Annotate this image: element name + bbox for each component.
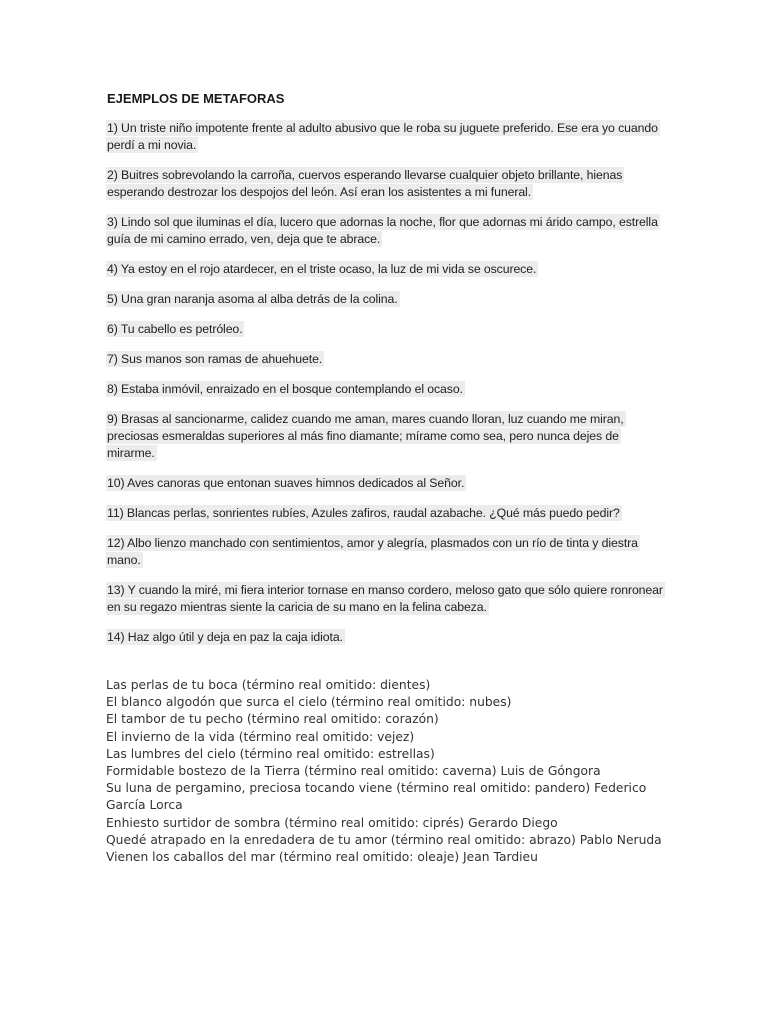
example-text: 6) Tu cabello es petróleo. (107, 322, 243, 336)
example-item (106, 629, 666, 646)
omitted-term-line: Quedé atrapado en la enredadera de tu amor (término real omitido: abrazo) Pablo Neruda (106, 832, 662, 847)
examples-list (106, 120, 666, 659)
example-text: 7) Sus manos son ramas de ahuehuete. (107, 352, 323, 366)
example-text: 11) Blancas perlas, sonrientes rubíes, Azules zafiros, raudal azabache. ¿Qué más puedo pedir? (107, 506, 620, 520)
example-item (106, 411, 666, 462)
example-item (106, 505, 666, 522)
example-item (106, 214, 666, 248)
omitted-term-line: El tambor de tu pecho (término real omitido: corazón) (106, 712, 439, 727)
example-text: 8) Estaba inmóvil, enraizado en el bosque contemplando el ocaso. (107, 382, 463, 396)
example-item (106, 167, 666, 201)
example-text: 10) Aves canoras que entonan suaves himnos dedicados al Señor. (107, 476, 465, 490)
example-text: 3) Lindo sol que iluminas el día, lucero que adornas la noche, flor que adornas mi árido campo, estrella guía de mi camino errado, ven, deja que te abrace. (107, 215, 658, 246)
example-item (106, 535, 666, 569)
omitted-term-line: Su luna de pergamino, preciosa tocando viene (término real omitido: pandero) Federico García Lorca (106, 781, 647, 813)
example-text: 12) Albo lienzo manchado con sentimientos, amor y alegría, plasmados con un río de tinta y diestra mano. (107, 536, 638, 567)
omitted-term-line: Las lumbres del cielo (término real omitido: estrellas) (106, 746, 435, 761)
omitted-term-line: El blanco algodón que surca el cielo (término real omitido: nubes) (106, 695, 512, 710)
example-text: 2) Buitres sobrevolando la carroña, cuervos esperando llevarse cualquier objeto brillante, hienas esperando destrozar los despojos del león. Así eran los asistentes a mi funeral. (107, 168, 623, 199)
omitted-term-line: Vienen los caballos del mar (término real omitido: oleaje) Jean Tardieu (106, 850, 538, 865)
example-item (106, 261, 666, 278)
example-text: 5) Una gran naranja asoma al alba detrás de la colina. (107, 292, 398, 306)
example-text: 4) Ya estoy en el rojo atardecer, en el triste ocaso, la luz de mi vida se oscurece. (107, 262, 537, 276)
example-text: 13) Y cuando la miré, mi fiera interior tornase en manso cordero, meloso gato que sólo quiere ronronear en su regazo mientras siente la caricia de su mano en la felina cabeza. (107, 583, 663, 614)
example-item (106, 381, 666, 398)
example-item (106, 475, 666, 492)
omitted-term-line: Las perlas de tu boca (término real omitido: dientes) (106, 678, 431, 692)
example-item (106, 120, 666, 154)
example-item (106, 321, 666, 338)
example-text: 14) Haz algo útil y deja en paz la caja idiota. (107, 630, 343, 644)
omitted-term-line: Enhiesto surtidor de sombra (término real omitido: ciprés) Gerardo Diego (106, 815, 558, 830)
example-item (106, 582, 666, 616)
example-item (106, 351, 666, 368)
omitted-term-line: Formidable bostezo de la Tierra (término real omitido: caverna) Luis de Góngora (106, 764, 601, 779)
document-title: EJEMPLOS DE METAFORAS (107, 91, 285, 106)
example-item (106, 291, 666, 308)
omitted-term-list (106, 677, 666, 866)
example-text: 9) Brasas al sancionarme, calidez cuando me aman, mares cuando lloran, luz cuando me miran, preciosas esmeraldas superiores al más fino diamante; mírame como sea, pero nunca dejes de mirarme. (107, 412, 624, 460)
example-text: 1) Un triste niño impotente frente al adulto abusivo que le roba su juguete preferido. Ese era yo cuando perdí a mi novia. (107, 121, 658, 152)
omitted-term-line: El invierno de la vida (término real omitido: vejez) (106, 729, 415, 744)
